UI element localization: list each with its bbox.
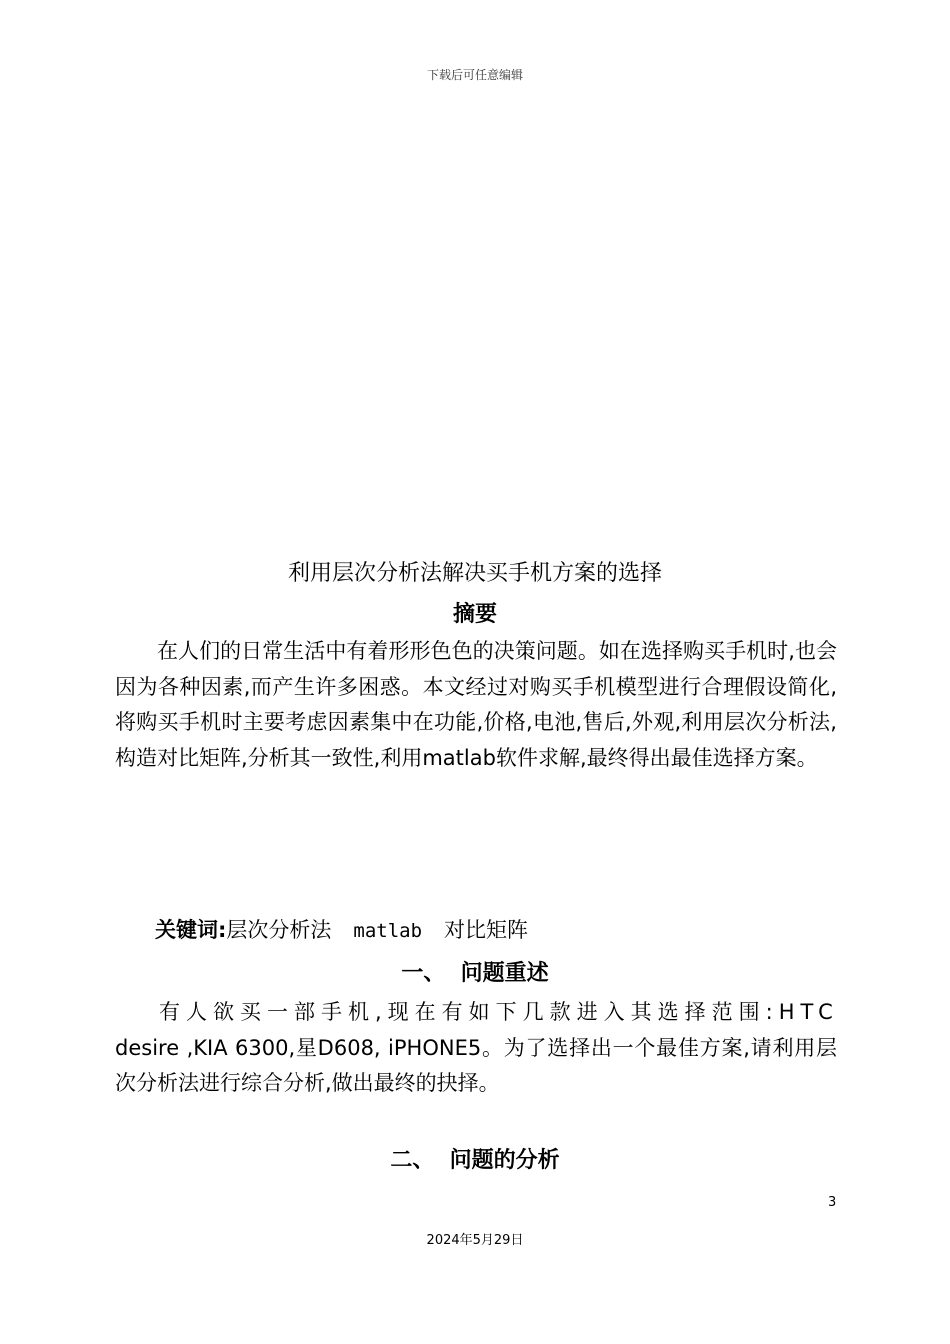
problem-text-line1: 有人欲买一部手机,现在有如下几款进入其选择范围:HTC xyxy=(159,1000,839,1024)
keywords-label: 关键词: xyxy=(155,918,227,942)
section-heading-1: 一、 问题重述 xyxy=(401,961,549,986)
problem-text-rest: desire ,KIA 6300,星D608, iPHONE5。为了选择出一个最佳方案,请利用层次分析法进行综合分析,做出最终的抉择。 xyxy=(115,1035,837,1095)
page-number: 3 xyxy=(828,1195,837,1210)
header-note: 下载后可任意编辑 xyxy=(426,68,523,82)
abstract-heading: 摘要 xyxy=(452,602,497,627)
keywords-line xyxy=(155,914,550,944)
keyword-item: 对比矩阵 xyxy=(444,918,529,942)
document-title: 利用层次分析法解决买手机方案的选择 xyxy=(287,561,662,586)
section-heading-2: 二、 问题的分析 xyxy=(390,1148,560,1173)
footer-date: 2024年5月29日 xyxy=(426,1233,524,1248)
abstract-paragraph: 在人们的日常生活中有着形形色色的决策问题。如在选择购买手机时,也会因为各种因素,而产生许多困惑。本文经过对购买手机模型进行合理假设简化,将购买手机时主要考虑因素集中在功能,价格,电池,售后,外观,利用层次分析法,构造对比矩阵,分析其一致性,利用matlab软件求解,最终得出最佳选择方案。 xyxy=(115,639,837,770)
keyword-item: matlab xyxy=(353,920,423,942)
keyword-item: 层次分析法 xyxy=(226,918,332,942)
problem-restatement-paragraph xyxy=(115,995,837,1102)
